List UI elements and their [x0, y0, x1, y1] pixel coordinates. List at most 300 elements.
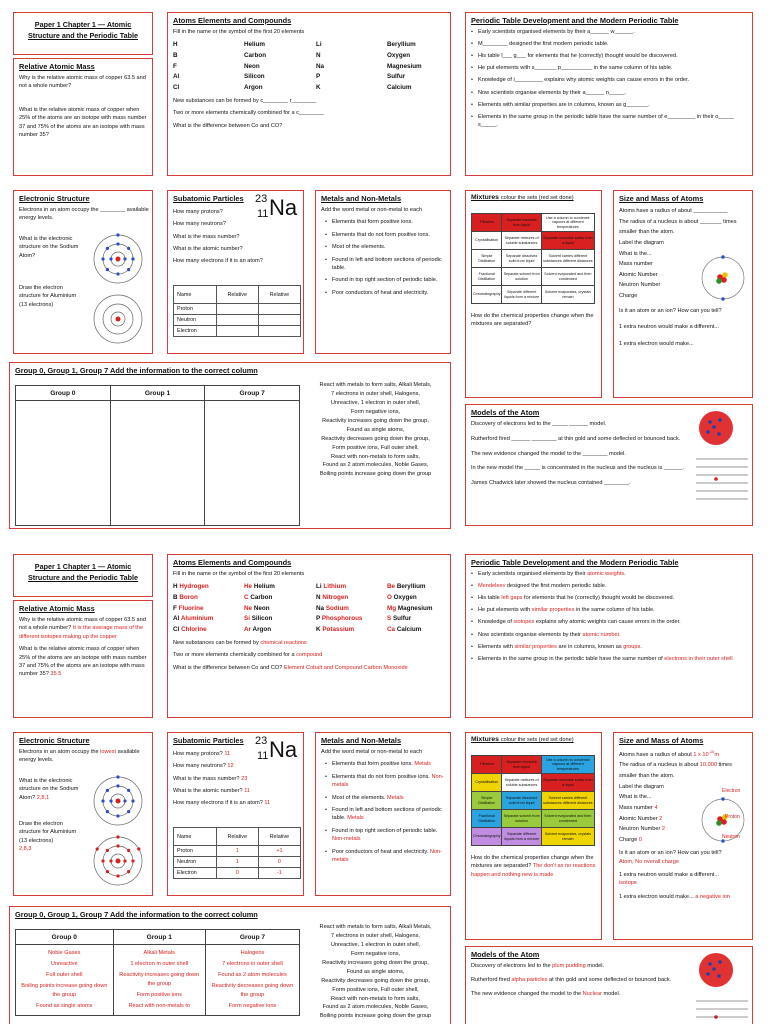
element-grid-blank: [173, 41, 445, 90]
size-a9: Atom, No overall charge: [619, 859, 680, 866]
size-l1: Atoms have a radius of about: [619, 751, 694, 758]
aec-q2: Two or more elements chemically combined for a: [173, 652, 295, 659]
size-a11: a negative ion: [695, 894, 731, 901]
mnm-item: • Poor conductors of heat and electricity.: [325, 289, 445, 297]
na-mass-number: 23: [255, 193, 268, 205]
clue-line: Reactivity decreases going down the group,: [321, 435, 430, 442]
th-group: Group 0: [16, 930, 114, 945]
th-name: Name: [174, 828, 217, 846]
mnm-item: • Found in left and bottom sections of periodic table.: [325, 256, 445, 273]
th-group0: Group 0: [16, 386, 111, 401]
ptd-answer: left gaps: [501, 595, 523, 602]
group-fact: Halogens: [240, 950, 265, 956]
row-name: Proton: [174, 304, 217, 315]
sub-a: 11: [244, 787, 251, 794]
element-symbol: Be: [387, 583, 396, 591]
element-name: Carbon: [250, 593, 273, 601]
element-symbol: Ca: [387, 625, 396, 633]
particle-table-answers: [173, 827, 301, 879]
ptd-answer: electrons in their outer shell: [664, 655, 733, 662]
mix-title: Mixtures: [471, 194, 499, 201]
size-title: Size and Mass of Atoms: [619, 736, 704, 745]
models-box-answers: [465, 946, 753, 1024]
models-a3-post: model.: [601, 990, 621, 997]
size-l2: The radius of a nucleus is about _______ times smaller than the atom.: [619, 218, 737, 236]
aec-q3: What is the difference between Co and CO?: [173, 122, 283, 129]
size-box: [613, 190, 753, 398]
element-cell: Carbon: [244, 51, 267, 59]
es-q2: What is the electronic structure on the Sodium Atom?: [19, 777, 79, 801]
es-q1: Electrons in an atom occupy the ________ available energy levels.: [19, 207, 149, 222]
sub-q: How many protons?: [173, 751, 223, 757]
element-cell: [244, 583, 316, 590]
mix-q: How do the chemical properties change when the mixtures are separated?: [471, 855, 594, 870]
ptd-pre: Early scientists organised elements by their: [478, 571, 588, 577]
ptd-post: designed the first modern periodic table.: [505, 583, 607, 590]
mnm-item: Found in top right section of periodic table.: [332, 827, 438, 834]
models-box: [465, 404, 753, 526]
sub-a: 11: [264, 800, 271, 807]
ptd-answer: similar properties: [531, 607, 575, 614]
mnm-ans: Non-metals: [332, 773, 444, 789]
element-cell: H: [173, 41, 178, 49]
size-l5: Mass number: [619, 804, 653, 811]
mnm-item: Found in left and bottom sections of periodic table.: [332, 806, 442, 822]
groups-title-part: Group 0, Group 1, Group 7: [15, 910, 109, 919]
element-symbol: Si: [244, 615, 250, 623]
element-cell: [316, 626, 387, 633]
ptd-line: [471, 643, 747, 651]
ram-box-answers: [13, 600, 153, 718]
element-cell: Neon: [244, 62, 260, 70]
ram-q2: What is the relative atomic mass of copper when 25% of the atoms are an isotope with mass number 37 and 75% of the atoms are an isotope with mass number 35?: [19, 106, 147, 138]
aec-box-answers: [167, 554, 451, 718]
ptd-pre: Elements with: [478, 643, 515, 650]
aec-box: [167, 12, 451, 176]
sub-q: How many protons?: [173, 209, 223, 215]
blank-cell: [258, 315, 300, 326]
clue-line: Form negative ions,: [350, 950, 401, 957]
es-box: [13, 190, 153, 354]
ptd-line: [471, 594, 747, 602]
element-symbol: Na: [316, 604, 325, 612]
groups-box: [9, 362, 451, 529]
mix-cell: Solvent evaporates, crystals remain: [541, 828, 594, 846]
size-l7: Neutron Number: [619, 826, 661, 833]
row-mass: 1: [216, 857, 258, 868]
element-name: Potassium: [322, 625, 355, 633]
label-electron: Electron: [722, 788, 741, 794]
groups-title-rest: Add the information to the correct column: [108, 910, 258, 919]
element-symbol: S: [387, 615, 392, 623]
element-cell: Al: [173, 73, 180, 81]
sub-box: [167, 190, 304, 354]
element-cell: [387, 615, 447, 622]
groups-clue-list: [303, 923, 448, 1021]
size-box-answers: [613, 732, 753, 940]
mix-cell: Separate solvent from solution: [502, 268, 541, 286]
mnm-ans: Non-metals: [332, 836, 361, 843]
size-l6: Atomic Number: [619, 815, 658, 822]
clue-line: React with metals to form salts, Alkali Metals,: [319, 382, 432, 388]
mix-cell: Separate dissolved solid from liquid: [502, 792, 541, 810]
mix-subtitle: colour the sets (red set done): [500, 737, 574, 743]
clue-line: Boiling points increase going down the group: [319, 1013, 432, 1020]
ptd-line: • Knowledge of i_________ explains why atomic weights can cause errors in the order.: [471, 76, 747, 84]
group-fact: Full outer shell: [46, 971, 83, 978]
helium-atom-diagram: [698, 253, 748, 303]
mnm-item: • Found in top right section of periodic table.: [325, 276, 445, 284]
mixtures-table-answers: [471, 755, 595, 846]
blank-cell: [110, 401, 205, 526]
element-cell: [316, 583, 387, 590]
row-mass: 1: [216, 846, 258, 857]
element-cell: [244, 605, 316, 612]
aec-q1: New substances can be formed by c________ r________: [173, 97, 317, 104]
models-line: In the new model the _____ is concentrated in the nucleus and the nucleus is ______.: [471, 465, 685, 472]
size-l10: 1 extra neutron would make a different...: [619, 324, 720, 331]
mnm-item: Most of the elements.: [332, 794, 386, 801]
sub-q: How many electrons if it is an atom?: [173, 800, 263, 807]
clue-line: React with metals to form salts, Alkali Metals,: [319, 924, 432, 930]
th-group1: Group 1: [110, 386, 205, 401]
aec-q3: What is the difference between Co and CO?: [173, 664, 283, 671]
element-name: Calcium: [396, 625, 422, 633]
group-cell: [113, 945, 205, 1016]
blank-cell: [216, 315, 258, 326]
mnm-ans: Metals: [347, 815, 364, 822]
element-name: Argon: [252, 625, 272, 633]
mnm-title: Metals and Non-Metals: [321, 736, 402, 745]
sub-a: 23: [241, 775, 248, 782]
element-name: Chlorine: [181, 625, 207, 633]
size-a2: 10,000: [699, 762, 717, 769]
clue-line: Found as single atoms,: [346, 426, 405, 433]
ram-q1: Why is the relative atomic mass of copper 63.5 and not a whole number?: [19, 75, 146, 90]
sheet-title: Paper 1 Chapter 1 — Atomic Structure and the Periodic Table: [27, 562, 139, 583]
mix-cell: Separate dissolved solid from liquid: [502, 250, 541, 268]
row-name: Electron: [174, 868, 217, 879]
na-symbol: Na: [269, 737, 298, 762]
sheet-title-box: [13, 12, 153, 55]
ptd-title: Periodic Table Development and the Modern Periodic Table: [471, 16, 679, 25]
element-name: Sodium: [325, 604, 349, 612]
ptd-line: [471, 631, 747, 639]
models-line: Rutherford fired ______ ________ at thin gold and some deflected or bounced back.: [471, 435, 681, 442]
aec-title: Atoms Elements and Compounds: [173, 558, 292, 567]
aluminium-shell-diagram: [90, 833, 146, 889]
ptd-pre: Elements in the same group in the periodic table have the same number of: [478, 655, 665, 662]
element-cell: [173, 583, 244, 590]
element-cell: [316, 605, 387, 612]
mix-cell: Separate mixtures of soluble substances: [502, 232, 541, 250]
models-a2-pre: Rutherford fired: [471, 976, 512, 983]
models-title: Models of the Atom: [471, 408, 540, 417]
size-l8: Charge: [619, 293, 638, 299]
mix-cell: Simple Distillation: [472, 792, 502, 810]
element-symbol: Al: [173, 615, 180, 623]
group-fact: Reactivity increases going down the group: [119, 971, 200, 987]
ptd-line: [471, 582, 747, 590]
na-mass-number: 23: [255, 735, 268, 747]
element-name: Beryllium: [396, 583, 426, 591]
element-symbol: F: [173, 604, 177, 612]
size-l1: Atoms have a radius of about ___________: [619, 208, 728, 214]
mix-a: The don't as no reactions happen and nothing new is made: [471, 863, 596, 878]
mix-cell: Solvent evaporated and then condensed: [541, 268, 594, 286]
ptd-answer-list: [471, 570, 747, 663]
ptd-post: in the same column of his table.: [574, 607, 655, 614]
th-group: Group 1: [113, 930, 205, 945]
models-a3-pre: The new evidence changed the model to the: [471, 990, 583, 997]
ptd-line: [471, 606, 747, 614]
group-fact: React with non-metals to: [128, 1002, 191, 1009]
size-l4: What is the...: [619, 250, 652, 257]
mix-cell: Use a column to condense vapours at different temperatures: [541, 214, 594, 232]
ptd-answer: similar properties: [514, 643, 557, 650]
element-name: Nitrogen: [322, 593, 349, 601]
element-cell: Calcium: [387, 83, 412, 91]
group-fact: Boiling points increase going down the group: [21, 982, 108, 998]
ram-a2: 35.5: [50, 671, 62, 678]
th-name: Name: [174, 286, 217, 304]
clue-line: 7 electrons in outer shell, Halogens,: [331, 390, 420, 397]
element-cell: [387, 605, 447, 612]
element-name: Hydrogen: [179, 583, 209, 591]
size-a10: isotope: [619, 880, 638, 887]
element-cell: [387, 583, 447, 590]
clue-line: Found as 2 atom molecules, Noble Gases,: [322, 1004, 429, 1011]
mix-cell: Simple Distillation: [472, 250, 502, 268]
models-a3: Nuclear: [582, 990, 602, 997]
es-title: Electronic Structure: [19, 736, 90, 745]
ptd-line: [471, 655, 747, 663]
ptd-pre: He put elements with: [478, 607, 532, 614]
size-title: Size and Mass of Atoms: [619, 194, 704, 203]
sub-title: Subatomic Particles: [173, 736, 244, 745]
sub-q: What is the atomic number?: [173, 787, 243, 794]
ptd-box: [465, 12, 753, 176]
group-cell: [205, 945, 299, 1016]
size-a1: 1 x 10: [693, 751, 709, 758]
sub-q: How many neutrons?: [173, 221, 226, 228]
element-symbol: Ne: [244, 604, 253, 612]
clue-line: 7 electrons in outer shell, Halogens,: [331, 932, 420, 939]
clue-line: Form positive ions, Full outer shell,: [332, 444, 419, 451]
mix-cell: Separate insoluble from liquid: [502, 214, 541, 232]
mix-cell: Use a column to condense vapours at different temperatures: [541, 756, 594, 774]
mnm-intro: Add the word metal or non-metal to each: [321, 749, 423, 755]
ptd-box-answers: [465, 554, 753, 718]
models-a1-pre: Discovery of electrons led to the: [471, 963, 553, 969]
clue-line: React with non-metals to form salts,: [331, 995, 420, 1002]
element-cell: F: [173, 62, 177, 70]
element-cell: [244, 626, 316, 633]
element-cell: [244, 615, 316, 622]
blank-cell: [205, 401, 300, 526]
element-name: Aluminium: [180, 615, 214, 623]
es-a2: 2,8,1: [36, 794, 50, 801]
ptd-line: [471, 618, 747, 626]
ptd-answer: atomic weights: [587, 571, 625, 577]
mnm-item: • Most of the elements.: [325, 243, 445, 251]
element-symbol: H: [173, 583, 178, 591]
mnm-item: Elements that form positive ions.: [332, 761, 413, 768]
clue-line: Form negative ions,: [350, 408, 401, 415]
ptd-line: • M________ designed the first modern periodic table.: [471, 40, 747, 48]
element-cell: Na: [316, 62, 325, 70]
clue-line: Unreactive, 1 electron in outer shell,: [330, 399, 421, 406]
ram-title: Relative Atomic Mass: [19, 604, 95, 613]
mix-cell: Separate insoluble solids from a liquid: [541, 232, 594, 250]
element-cell: [316, 594, 387, 601]
mix-cell: Separate insoluble from liquid: [502, 756, 541, 774]
th-charge: Relative: [258, 286, 300, 304]
group-fact: Found as single atoms: [36, 1002, 93, 1009]
atom-models-diagram: [694, 949, 750, 1024]
sodium-shell-diagram: [90, 231, 146, 287]
element-cell: N: [316, 51, 321, 59]
th-mass: Relative: [216, 286, 258, 304]
element-name: Oxygen: [393, 593, 417, 601]
mix-subtitle: colour the sets (red set done): [500, 195, 574, 201]
size-a7: 2: [661, 826, 666, 833]
mnm-intro: Add the word metal or non-metal to each: [321, 207, 423, 213]
size-l2-pre: The radius of a nucleus is about: [619, 762, 700, 769]
blank-cell: [16, 401, 111, 526]
blank-cell: [216, 326, 258, 337]
size-l3: Label the diagram: [619, 239, 664, 246]
element-symbol: B: [173, 593, 178, 601]
element-cell: [173, 626, 244, 633]
element-cell: Cl: [173, 83, 180, 91]
mix-cell: Separate mixtures of soluble substances: [502, 774, 541, 792]
sub-title: Subatomic Particles: [173, 194, 244, 203]
atom-models-diagram: [694, 407, 750, 512]
element-cell: Silicon: [244, 73, 265, 81]
sub-a: 12: [227, 763, 234, 770]
th-group7: Group 7: [205, 386, 300, 401]
sheet-title-box-answers: [13, 554, 153, 597]
group-fact: Form negative ions: [228, 1002, 277, 1009]
clue-line: Reactivity increases going down the group,: [322, 959, 429, 966]
size-l4: What is the...: [619, 794, 652, 801]
mix-cell: Separate insoluble solids from a liquid: [541, 774, 594, 792]
aec-title: Atoms Elements and Compounds: [173, 16, 292, 25]
size-a5: 4: [654, 804, 658, 811]
particle-table: [173, 285, 301, 337]
ptd-line: • He put elements with s_______ p__________ in the same column of his table.: [471, 64, 747, 72]
size-l11: 1 extra electron would make...: [619, 340, 694, 347]
mix-box-answers: [465, 732, 602, 940]
es-title: Electronic Structure: [19, 194, 90, 203]
aec-intro: Fill in the name or the symbol of the first 20 elements: [173, 571, 305, 577]
clue-line: React with non-metals to form salts,: [331, 453, 420, 460]
element-symbol: N: [316, 593, 321, 601]
element-cell: [173, 594, 244, 601]
element-cell: P: [316, 73, 321, 81]
size-l7: Neutron Number: [619, 282, 661, 289]
element-cell: B: [173, 51, 178, 59]
aec-q1: New substances can be formed by: [173, 639, 259, 646]
element-cell: [173, 615, 244, 622]
size-a6: 2: [659, 815, 663, 822]
clue-line: Found as single atoms,: [346, 968, 405, 975]
group-fact: Alkali Metals: [143, 950, 175, 956]
element-symbol: C: [244, 593, 249, 601]
mnm-title: Metals and Non-Metals: [321, 194, 402, 203]
element-grid-answers: [173, 583, 445, 632]
group-fact: 1 electron in outer shell: [130, 960, 189, 967]
mnm-box-answers: [315, 732, 451, 896]
sub-a: 11: [224, 751, 231, 757]
ptd-pre: Now scientists organise elements by their: [478, 631, 583, 638]
element-cell: Helium: [244, 41, 265, 49]
models-a1-post: model.: [585, 963, 605, 969]
ram-title: Relative Atomic Mass: [19, 62, 95, 71]
mnm-ans: Non-metals: [332, 848, 442, 863]
mix-cell: Chromatography: [472, 828, 502, 846]
mixtures-table-blank: [471, 213, 595, 304]
mnm-item: • Elements that form positive ions.: [325, 218, 445, 226]
models-a2: alpha particles: [511, 976, 548, 983]
sub-box-answers: [167, 732, 304, 896]
sheet-title: Paper 1 Chapter 1 — Atomic Structure and the Periodic Table: [27, 20, 139, 41]
ptd-answer: isotopes: [513, 619, 535, 626]
mnm-ans: Metals: [387, 794, 404, 801]
mix-cell: Chromatography: [472, 286, 502, 304]
ptd-line: • His table l___ g___ for elements that he (correctly) thought would be discovered.: [471, 52, 747, 60]
groups-clue-list: [303, 381, 448, 479]
element-name: Lithium: [323, 583, 347, 591]
mix-q: How do the chemical properties change when the mixtures are separated?: [471, 313, 594, 328]
models-line: Discovery of electrons led to the _____ ______ model.: [471, 421, 607, 427]
blank-cell: [258, 326, 300, 337]
row-name: Neutron: [174, 315, 217, 326]
size-l2-post: times smaller than the atom.: [619, 762, 732, 780]
ptd-answer: atomic number: [582, 631, 620, 638]
ptd-post: .: [624, 571, 626, 577]
clue-line: Unreactive, 1 electron in outer shell,: [330, 941, 421, 948]
element-cell: Sulfur: [387, 73, 406, 81]
mnm-ans: Metals: [414, 761, 431, 768]
mix-cell: Fractional Distillation: [472, 268, 502, 286]
es-q2: What is the electronic structure on the Sodium Atom?: [19, 235, 79, 259]
size-l8: Charge: [619, 836, 638, 843]
group-fact: Noble Gases: [48, 950, 81, 956]
group-fact: 7 electrons in outer shell: [222, 960, 283, 967]
row-name: Neutron: [174, 857, 217, 868]
element-cell: Argon: [244, 83, 263, 91]
element-name: Fluorine: [178, 604, 204, 612]
size-a1-unit: m: [714, 751, 720, 758]
element-name: Magnesium: [397, 604, 433, 612]
na-atomic-number: 11: [257, 208, 269, 220]
element-symbol: Ar: [244, 625, 251, 633]
element-cell: Li: [316, 41, 322, 49]
aec-a1: chemical reactions: [260, 639, 307, 646]
th-group: Group 7: [205, 930, 299, 945]
group-fact: Unreactive: [50, 960, 78, 967]
element-name: Phosphorous: [321, 615, 363, 623]
sub-q: What is the mass number?: [173, 775, 240, 782]
es-q3: Draw the electron structure for Aluminium (13 electrons): [19, 820, 77, 844]
row-charge: +1: [258, 846, 300, 857]
element-cell: K: [316, 83, 321, 91]
models-a1: plum pudding: [552, 963, 586, 969]
row-name: Electron: [174, 326, 217, 337]
size-l9: Is it an atom or an ion? How can you tell?: [619, 850, 722, 857]
